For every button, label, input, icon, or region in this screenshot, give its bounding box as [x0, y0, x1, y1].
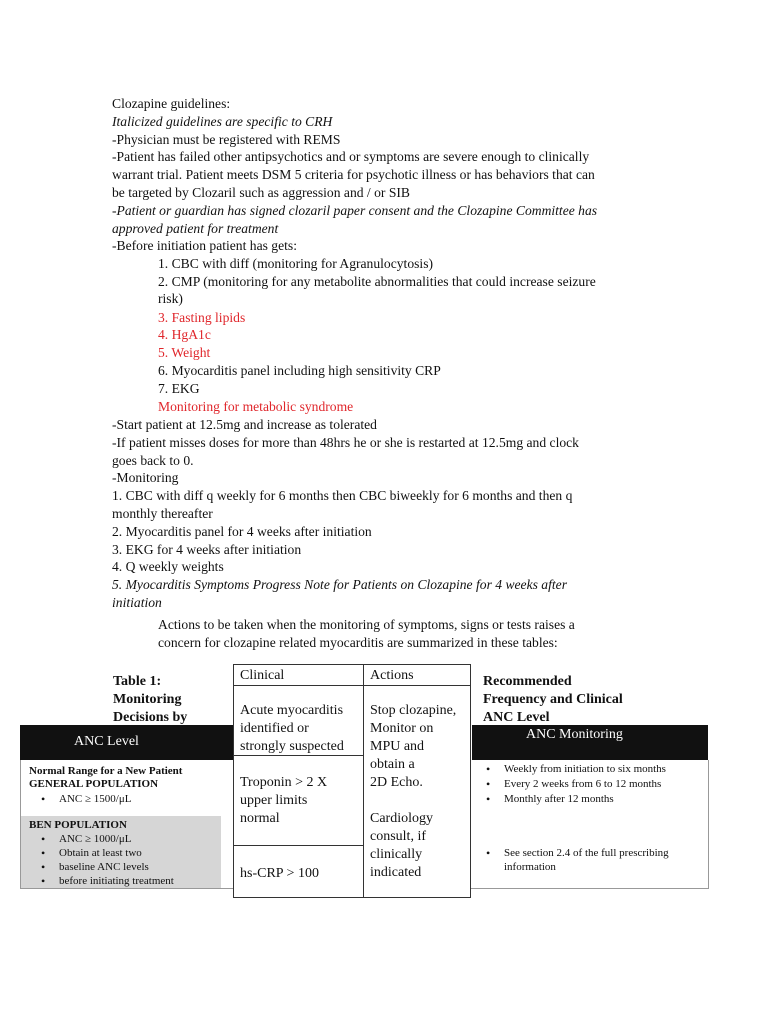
actions-column	[364, 665, 470, 897]
monitoring-bullets: • Weekly from initiation to six months • Every 2 weeks from 6 to 12 months • Monthly after 12 months	[474, 762, 666, 806]
list-item: 6. Myocarditis panel including high sensitivity CRP	[158, 363, 441, 378]
text-line: -Patient or guardian has signed clozaril paper consent and the Clozapine Committee has	[112, 203, 598, 218]
text-line: -Physician must be registered with REMS	[112, 132, 341, 147]
text-line: 1. CBC with diff q weekly for 6 months then CBC biweekly for 6 months and then q	[112, 488, 573, 503]
text-line: -If patient misses doses for more than 48hrs he or she is restarted at 12.5mg and clock	[112, 435, 579, 450]
clinical-column	[234, 665, 364, 897]
clinical-acute: Acute myocarditis identified or strongly suspected	[240, 703, 344, 754]
text-line: warrant trial. Patient meets DSM 5 criteria for psychotic illness or has behaviors that can	[112, 167, 595, 182]
text-line: Actions to be taken when the monitoring of symptoms, signs or tests raises a	[158, 617, 575, 632]
table1-heading: Table 1: Monitoring Decisions by	[113, 674, 188, 725]
actions-cardiology: Cardiology consult, if clinically indicated	[370, 811, 433, 880]
text-line: goes back to 0.	[112, 453, 194, 468]
ben-bullets: • ANC ≥ 1000/μL • Obtain at least two • baseline ANC levels • before initiating treatment	[29, 832, 219, 888]
anc-monitoring-cell	[472, 760, 709, 889]
actions-stop: Stop clozapine, Monitor on MPU and obtain a 2D Echo.	[370, 703, 457, 790]
list-item: Monitoring for metabolic syndrome	[158, 399, 354, 414]
text-line: initiation	[112, 595, 162, 610]
general-bullets: • ANC ≥ 1500/μL	[29, 792, 131, 806]
anc-monitoring-header: ANC Monitoring	[472, 725, 708, 760]
list-item: 7. EKG	[158, 381, 200, 396]
text-line: -Monitoring	[112, 470, 179, 485]
ben-population-cell: BEN POPULATION • ANC ≥ 1000/μL • Obtain at least two • baseline ANC levels • before initiating treatment	[21, 816, 221, 888]
clinical-hscrp: hs-CRP > 100	[240, 866, 319, 881]
myocarditis-table	[233, 664, 471, 898]
text-line: 3. EKG for 4 weeks after initiation	[112, 542, 302, 557]
doc-title: Clozapine guidelines:	[112, 96, 231, 111]
text-line: 4. Q weekly weights	[112, 559, 224, 574]
italic-note: Italicized guidelines are specific to CRH	[112, 114, 333, 129]
text-line: -Patient has failed other antipsychotics and or symptoms are severe enough to clinically	[112, 149, 590, 164]
anc-level-cell: Normal Range for a New Patient GENERAL POPULATION • ANC ≥ 1500/μL BEN POPULATION • ANC ≥ 1000/μL • Obtain at least two • baseline ANC levels • before initiating treatment	[20, 760, 221, 889]
text-line: be targeted by Clozaril such as aggression and / or SIB	[112, 185, 410, 200]
list-item: 2. CMP (monitoring for any metabolite abnormalities that could increase seizure	[158, 274, 596, 289]
text-line: -Before initiation patient has gets:	[112, 238, 297, 253]
actions-header: Actions	[370, 668, 414, 683]
clinical-troponin: Troponin > 2 X upper limits normal	[240, 775, 328, 826]
list-item: risk)	[158, 291, 183, 306]
text-line: 2. Myocarditis panel for 4 weeks after initiation	[112, 524, 372, 539]
list-item: 1. CBC with diff (monitoring for Agranulocytosis)	[158, 256, 434, 271]
list-item: 4. HgA1c	[158, 327, 211, 342]
recommended-heading: Recommended Frequency and Clinical ANC Level	[483, 674, 623, 725]
see-note: • See section 2.4 of the full prescribing information	[474, 846, 669, 874]
anc-level-header: ANC Level	[20, 725, 220, 760]
text-line: concern for clozapine related myocarditis are summarized in these tables:	[158, 635, 558, 650]
list-item: 5. Weight	[158, 345, 211, 360]
text-line: 5. Myocarditis Symptoms Progress Note for Patients on Clozapine for 4 weeks after	[112, 577, 567, 592]
text-line: approved patient for treatment	[112, 221, 279, 236]
list-item: 3. Fasting lipids	[158, 310, 246, 325]
text-line: -Start patient at 12.5mg and increase as tolerated	[112, 417, 377, 432]
clinical-header: Clinical	[240, 668, 285, 683]
text-line: monthly thereafter	[112, 506, 213, 521]
